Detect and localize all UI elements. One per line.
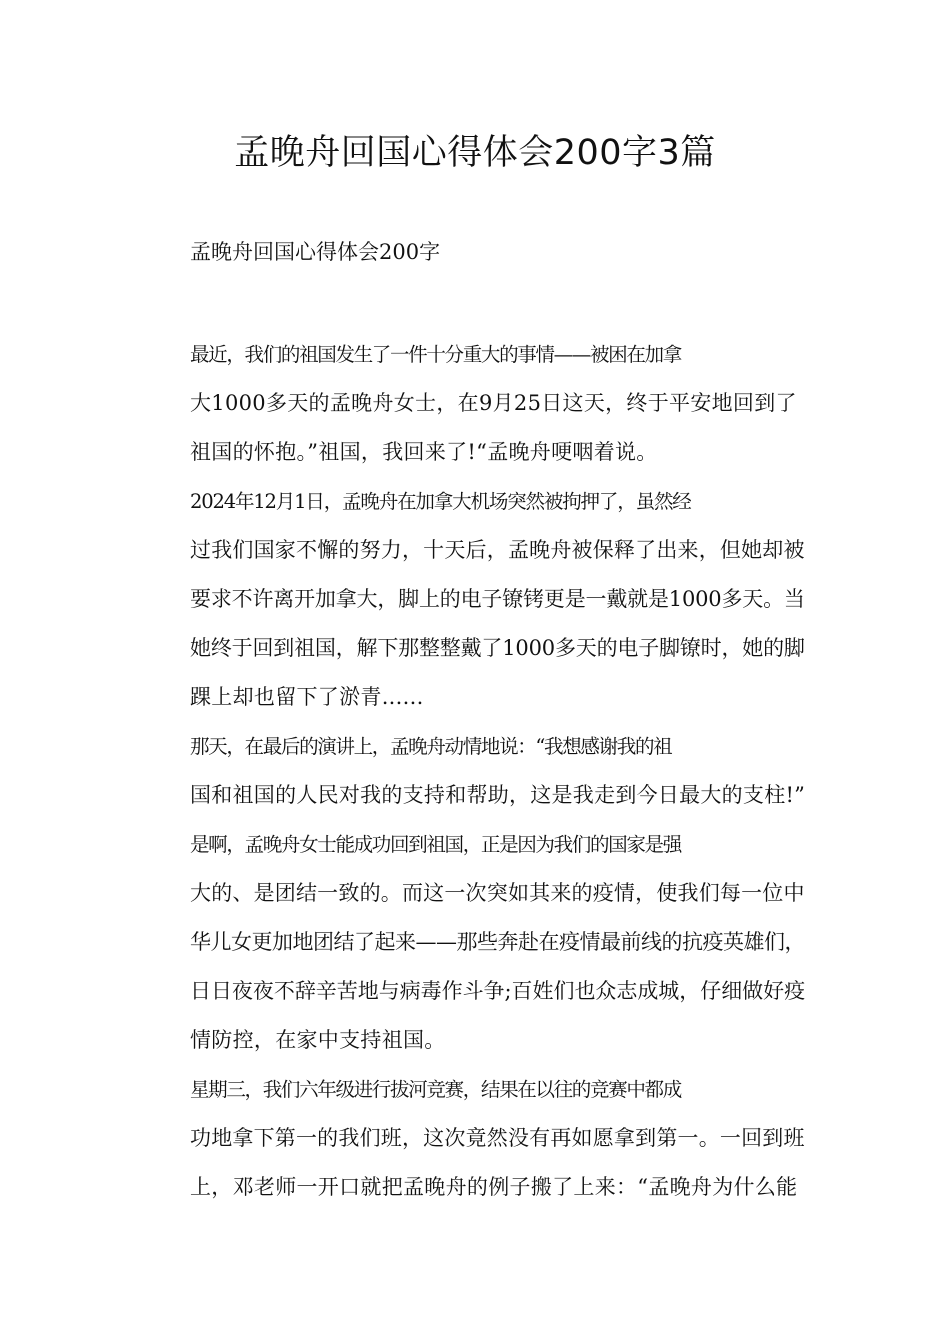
document-subtitle: 孟晚舟回国心得体会200字: [190, 240, 441, 264]
paragraph-line: 情防控，在家中支持祖国。: [190, 1028, 446, 1052]
body-paragraph: [145, 1065, 805, 1212]
body-paragraph: [145, 722, 805, 820]
body-paragraph: [145, 820, 805, 1065]
paragraph-line: 2024年12月1日，孟晚舟在加拿大机场突然被拘押了，虽然经: [190, 490, 691, 513]
body-paragraph: [145, 477, 805, 722]
paragraph-line: 过我们国家不懈的努力，十天后，孟晚舟被保释了出来，但她却被: [190, 538, 805, 562]
paragraph-line: 日日夜夜不辞辛苦地与病毒作斗争;百姓们也众志成城，仔细做好疫: [190, 979, 806, 1003]
document-body: [145, 330, 805, 1212]
paragraph-line: 她终于回到祖国，解下那整整戴了1000多天的电子脚镣时，她的脚: [190, 636, 805, 660]
paragraph-line: 是啊，孟晚舟女士能成功回到祖国，正是因为我们的国家是强: [190, 833, 681, 856]
paragraph-line: 功地拿下第一的我们班，这次竟然没有再如愿拿到第一。一回到班: [190, 1126, 805, 1150]
body-paragraph: [145, 330, 805, 477]
paragraph-line: 要求不许离开加拿大，脚上的电子镣铐更是一戴就是1000多天。当: [190, 587, 805, 611]
paragraph-line: 华儿女更加地团结了起来——那些奔赴在疫情最前线的抗疫英雄们，: [190, 930, 805, 954]
document-title: 孟晚舟回国心得体会200字3篇: [234, 133, 716, 173]
paragraph-line: 国和祖国的人民对我的支持和帮助，这是我走到今日最大的支柱!”: [190, 783, 806, 807]
paragraph-line: 星期三，我们六年级进行拔河竞赛，结果在以往的竞赛中都成: [190, 1078, 681, 1101]
paragraph-line: 最近，我们的祖国发生了一件十分重大的事情——被困在加拿: [190, 343, 681, 366]
paragraph-line: 大的、是团结一致的。而这一次突如其来的疫情，使我们每一位中: [190, 881, 805, 905]
paragraph-line: 上，邓老师一开口就把孟晚舟的例子搬了上来：“孟晚舟为什么能: [190, 1175, 798, 1199]
paragraph-line: 大1000多天的孟晚舟女士，在9月25日这天，终于平安地回到了: [190, 391, 797, 415]
paragraph-line: 祖国的怀抱。”祖国，我回来了!“孟晚舟哽咽着说。: [190, 440, 658, 464]
paragraph-line: 踝上却也留下了淤青......: [190, 685, 424, 709]
paragraph-line: 那天，在最后的演讲上，孟晚舟动情地说：“我想感谢我的祖: [190, 735, 672, 758]
